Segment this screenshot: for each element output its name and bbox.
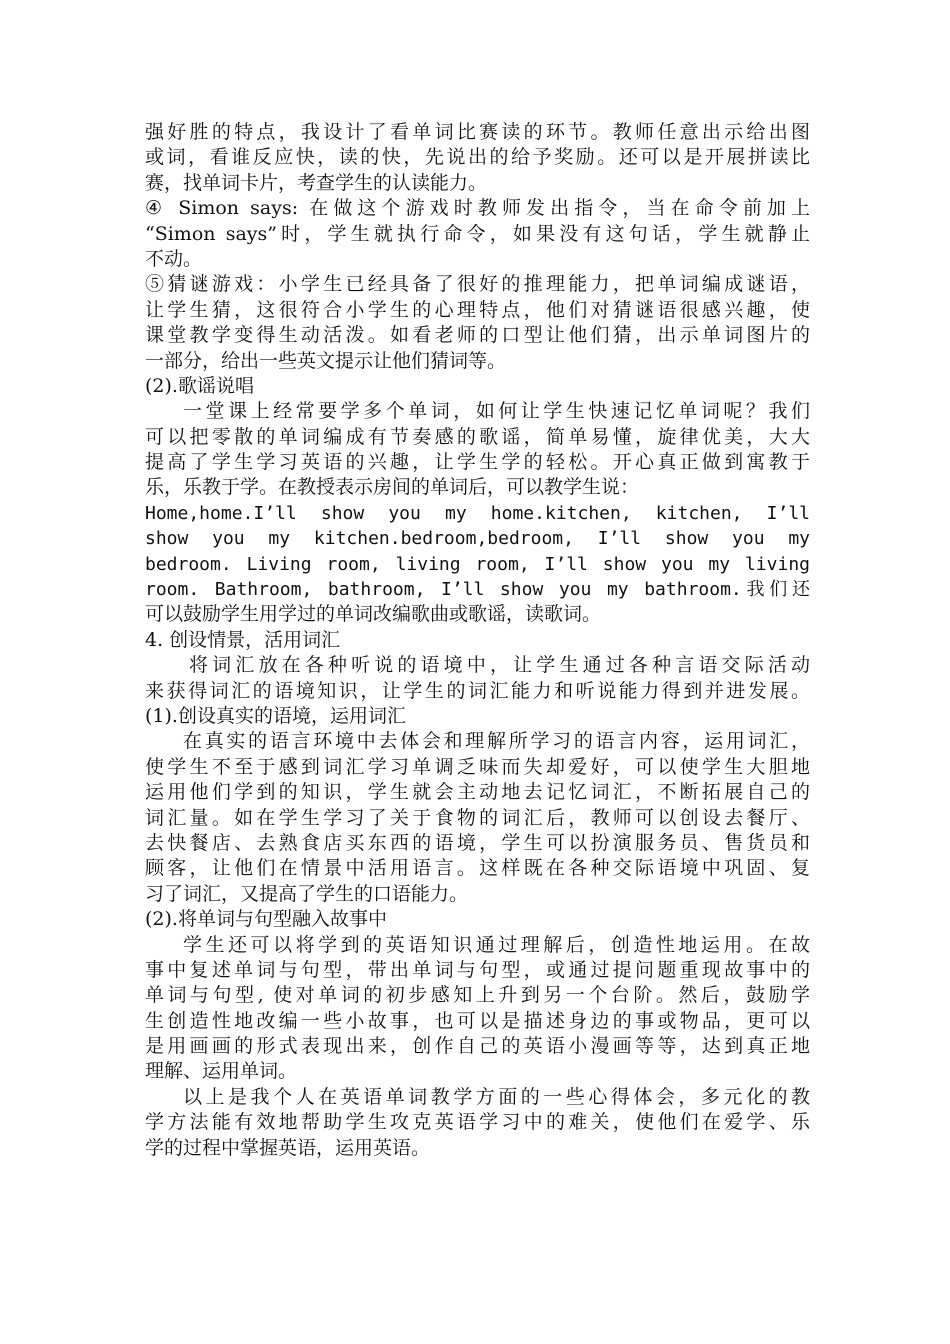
text-line: 可以把零散的单词编成有节奏感的歌谣，简单易懂，旋律优美，大大 bbox=[145, 425, 810, 448]
text-line: 将词汇放在各种听说的语境中，让学生通过各种言语交际活动 bbox=[189, 654, 810, 677]
text-line: 单词与句型, 使对单词的初步感知上升到另一个台阶。然后，鼓励学 bbox=[145, 984, 810, 1007]
text-line: show you my kitchen.bedroom,bedroom, I’ll show you my bbox=[145, 528, 810, 550]
text-line: 一堂课上经常要学多个单词，如何让学生快速记忆单词呢？我们 bbox=[183, 400, 810, 423]
text-line: 理解、运用单词。 bbox=[145, 1060, 298, 1083]
text-line: 顾客，让他们在情景中活用语言。这样既在各种交际语境中巩固、复 bbox=[145, 857, 810, 880]
text-line: ⑤猜谜游戏：小学生已经具备了很好的推理能力，把单词编成谜语， bbox=[145, 273, 810, 296]
text-line: 习了词汇，又提高了学生的口语能力。 bbox=[145, 882, 469, 905]
text-line: 运用他们学到的知识，学生就会主动地去记忆词汇，不断拓展自己的 bbox=[145, 781, 810, 804]
text-line: 去快餐店、去熟食店买东西的语境，学生可以扮演服务员、售货员和 bbox=[145, 831, 810, 854]
text-line: 不动。 bbox=[145, 247, 203, 270]
text-line: 在真实的语言环境中去体会和理解所学习的语言内容，运用词汇， bbox=[183, 730, 810, 753]
text-line: 乐，乐教于学。在教授表示房间的单词后，可以教学生说： bbox=[145, 476, 640, 499]
text-line: (2).将单词与句型融入故事中 bbox=[145, 908, 387, 931]
text-line: 来获得词汇的语境知识，让学生的词汇能力和听说能力得到并进发展。 bbox=[145, 679, 810, 702]
text-line: 或词，看谁反应快，读的快，先说出的给予奖励。还可以是开展拼读比 bbox=[145, 146, 810, 169]
text-line: 学的过程中掌握英语，运用英语。 bbox=[145, 1136, 431, 1159]
text-line: 是用画画的形式表现出来，创作自己的英语小漫画等等，达到真正地 bbox=[145, 1035, 810, 1058]
text-line: (2).歌谣说唱 bbox=[145, 374, 254, 397]
text-line: (1).创设真实的语境，运用词汇 bbox=[145, 704, 406, 727]
text-line: 生创造性地改编一些小故事，也可以是描述身边的事或物品，更可以 bbox=[145, 1009, 810, 1032]
text-line: 以上是我个人在英语单词教学方面的一些心得体会，多元化的教 bbox=[183, 1085, 810, 1108]
document-body bbox=[145, 120, 810, 1161]
text-line: 学方法能有效地帮助学生攻克英语学习中的难关，使他们在爱学、乐 bbox=[145, 1111, 810, 1134]
text-line: “Simon says”时，学生就执行命令，如果没有这句话，学生就静止 bbox=[145, 222, 810, 245]
text-line: 词汇量。如在学生学习了关于食物的词汇后，教师可以创设去餐厅、 bbox=[145, 806, 810, 829]
text-line: bedroom. Living room, living room, I’ll show you my living bbox=[145, 553, 810, 575]
text-line: 使学生不至于感到词汇学习单调乏味而失却爱好，可以使学生大胆地 bbox=[145, 755, 810, 778]
text-line: 强好胜的特点，我设计了看单词比赛读的环节。教师任意出示给出图 bbox=[145, 121, 810, 143]
text-line: 让学生猜，这很符合小学生的心理特点，他们对猜谜语很感兴趣，使 bbox=[145, 298, 810, 321]
text-line: 赛，找单词卡片，考查学生的认读能力。 bbox=[145, 171, 488, 194]
text-line: 提高了学生学习英语的兴趣，让学生学的轻松。开心真正做到寓教于 bbox=[145, 451, 810, 474]
text-line: 4. 创设情景，活用词汇 bbox=[145, 628, 341, 651]
text-line: 可以鼓励学生用学过的单词改编歌曲或歌谣，读歌词。 bbox=[145, 603, 602, 626]
text-line: 一部分，给出一些英文提示让他们猜词等。 bbox=[145, 349, 507, 372]
text-line: 学生还可以将学到的英语知识通过理解后，创造性地运用。在故 bbox=[183, 933, 810, 956]
text-line: room. Bathroom, bathroom, I’ll show you my bathroom.我们还 bbox=[145, 579, 810, 601]
text-line: 课堂教学变得生动活泼。如看老师的口型让他们猜，出示单词图片的 bbox=[145, 324, 810, 347]
text-line: 事中复述单词与句型，带出单词与句型，或通过提问题重现故事中的 bbox=[145, 958, 810, 981]
text-line: ④ Simon says: 在做这个游戏时教师发出指令，当在命令前加上 bbox=[145, 197, 810, 220]
text-line: Home,home.I’ll show you my home.kitchen, kitchen, I’ll bbox=[145, 502, 810, 524]
